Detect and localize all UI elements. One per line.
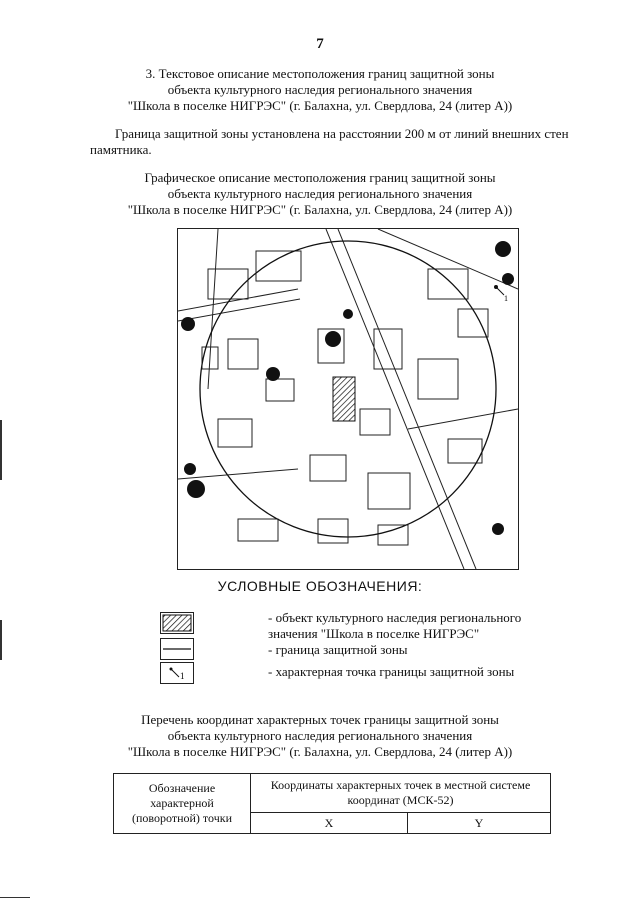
map-point-label: 1 bbox=[504, 294, 508, 303]
graphic-heading-line-1: Графическое описание местоположения границ защитной зоны bbox=[144, 170, 496, 185]
legend-item-heritage-line-2: значения "Школа в поселке НИГРЭС" bbox=[268, 626, 480, 641]
boundary-line-icon bbox=[160, 638, 194, 660]
scan-edge-mark bbox=[0, 420, 2, 480]
legend-item-point-line: - характерная точка границы защитной зоны bbox=[268, 664, 515, 679]
legend-point-number: 1 bbox=[180, 671, 185, 681]
point-header-line-3: (поворотной) точки bbox=[132, 811, 232, 825]
coordinates-system-header bbox=[251, 774, 551, 813]
section-heading-line-2: объекта культурного наследия регионального значения bbox=[167, 82, 473, 97]
point-designation-header bbox=[114, 774, 251, 834]
coord-header-line-2: координат (МСК-52) bbox=[347, 793, 454, 807]
coordinates-heading-line-1: Перечень координат характерных точек границы защитной зоны bbox=[141, 712, 499, 727]
boundary-distance-line-1: Граница защитной зоны установлена на расстоянии 200 м от линий внешних стен bbox=[115, 126, 569, 141]
legend-item-heritage-line-1: - объект культурного наследия регионального bbox=[268, 610, 522, 625]
point-header-line-1: Обозначение bbox=[148, 781, 216, 795]
boundary-distance-line-2: памятника. bbox=[90, 142, 152, 157]
coordinates-table bbox=[113, 773, 551, 834]
x-column-header: X bbox=[251, 813, 408, 834]
graphic-description-heading bbox=[0, 170, 640, 218]
y-column-header: Y bbox=[408, 813, 551, 834]
coord-header-line-1: Координаты характерных точек в местной системе bbox=[270, 778, 531, 792]
coordinates-heading bbox=[0, 712, 640, 760]
coordinates-heading-line-3: "Школа в поселке НИГРЭС" (г. Балахна, ул. Свердлова, 24 (литер А)) bbox=[127, 744, 513, 759]
boundary-point-icon bbox=[160, 662, 194, 684]
coordinates-heading-line-2: объекта культурного наследия регионального значения bbox=[167, 728, 473, 743]
hatched-rectangle-icon bbox=[160, 612, 194, 634]
section-heading bbox=[0, 66, 640, 114]
graphic-heading-line-3: "Школа в поселке НИГРЭС" (г. Балахна, ул. Свердлова, 24 (литер А)) bbox=[127, 202, 513, 217]
legend-item-boundary bbox=[268, 642, 408, 658]
characteristic-point-marker bbox=[494, 285, 508, 303]
scan-edge-mark bbox=[0, 620, 2, 660]
section-heading-line-3: "Школа в поселке НИГРЭС" (г. Балахна, ул. Свердлова, 24 (литер А)) bbox=[127, 98, 513, 113]
legend-title: УСЛОВНЫЕ ОБОЗНАЧЕНИЯ: bbox=[217, 578, 423, 594]
legend-item-point bbox=[268, 664, 514, 680]
table-header-row bbox=[114, 774, 551, 813]
point-header-line-2: характерной bbox=[150, 796, 214, 810]
legend-item-heritage bbox=[268, 610, 521, 642]
page-number: 7 bbox=[316, 36, 324, 52]
graphic-heading-line-2: объекта культурного наследия регионального значения bbox=[167, 186, 473, 201]
map-drawing bbox=[178, 229, 518, 569]
scan-edge-mark bbox=[0, 897, 30, 898]
legend-item-boundary-line: - граница защитной зоны bbox=[268, 642, 408, 657]
section-heading-line-1: 3. Текстовое описание местоположения границ защитной зоны bbox=[145, 66, 495, 81]
protection-zone-map bbox=[177, 228, 519, 570]
heritage-object-building bbox=[333, 377, 355, 421]
